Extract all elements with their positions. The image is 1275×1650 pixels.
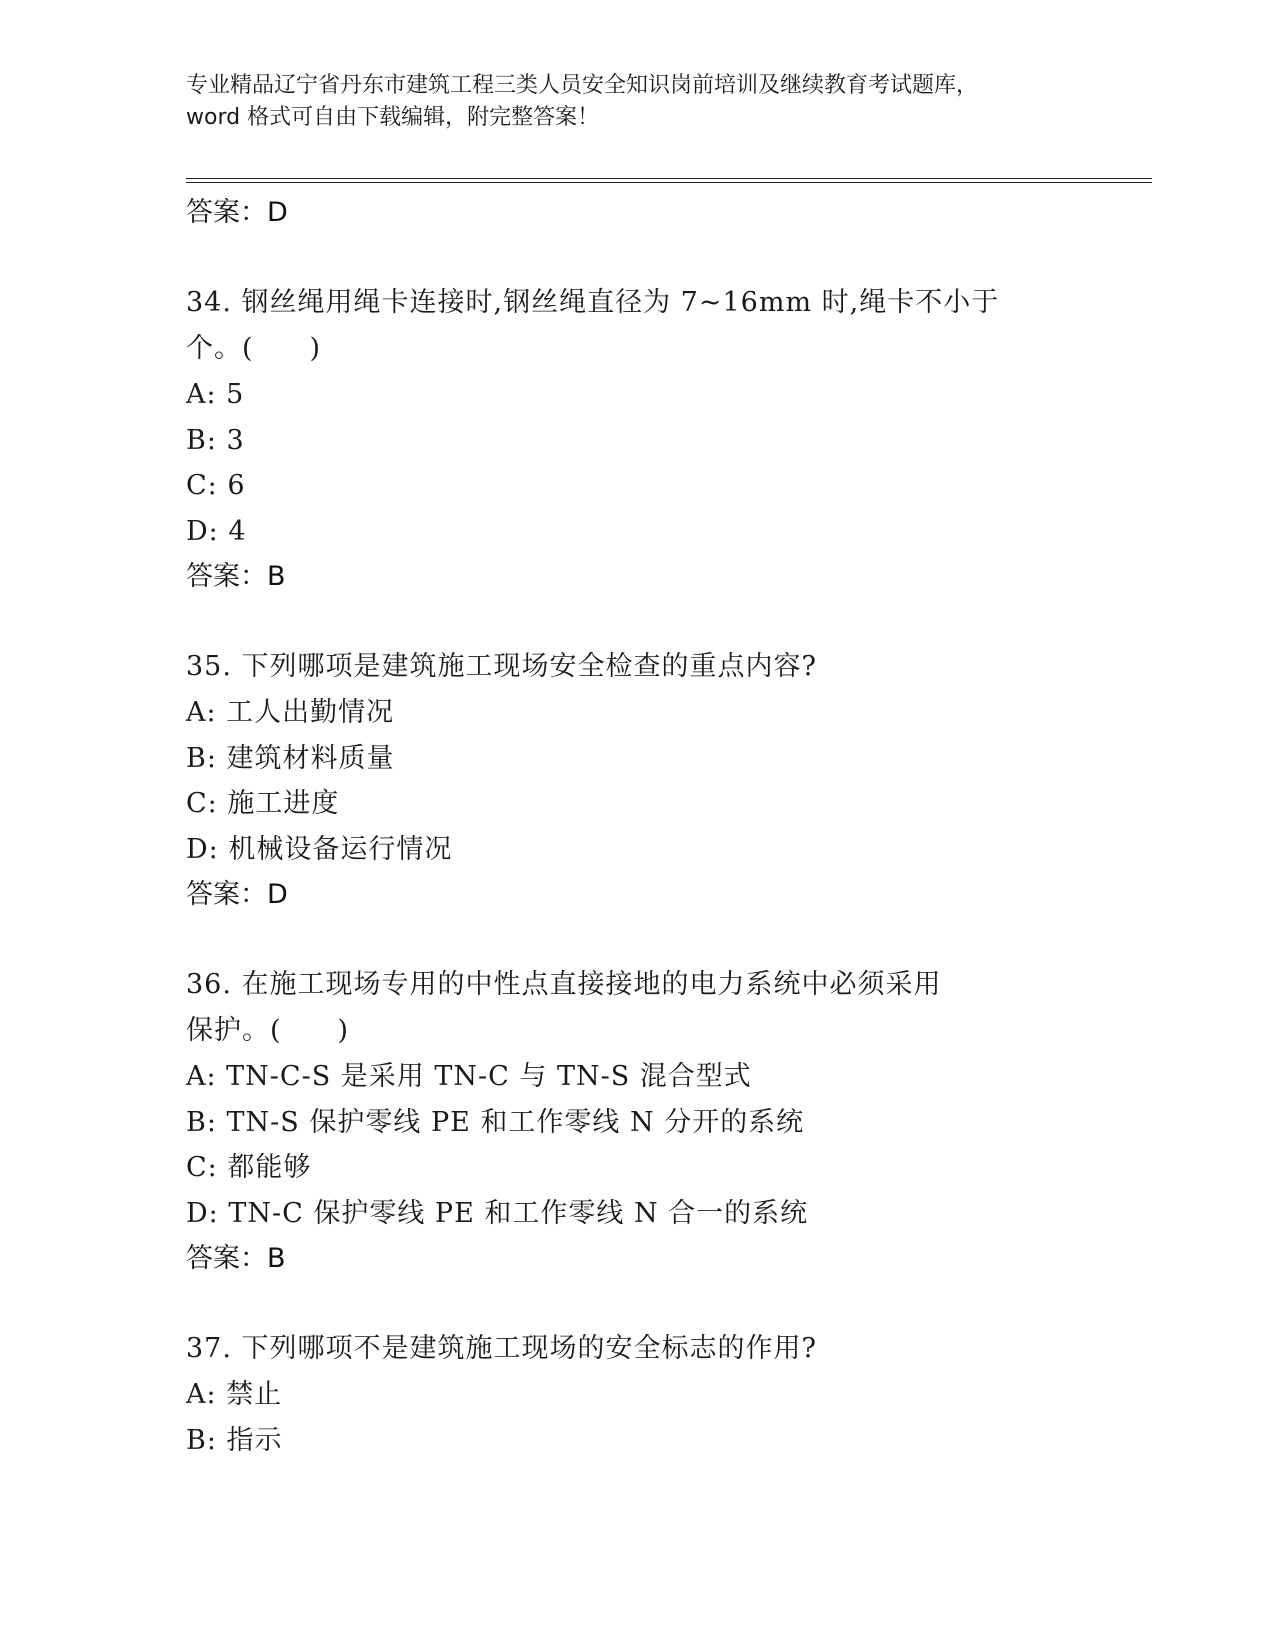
- header-divider: [186, 178, 1152, 183]
- question-list: [186, 188, 1152, 1463]
- question-35-stem: [186, 644, 1152, 690]
- question-36-stem: [186, 962, 1152, 1054]
- option-c: C: 6: [186, 470, 246, 501]
- question-line: 37. 下列哪项不是建筑施工现场的安全标志的作用?: [186, 1333, 817, 1364]
- answer-34: 答案：B: [186, 561, 286, 592]
- question-line: 个。( ): [186, 333, 322, 364]
- option-d: D: TN-C 保护零线 PE 和工作零线 N 合一的系统: [186, 1197, 809, 1229]
- answer-36: 答案：B: [186, 1243, 286, 1274]
- question-line: 35. 下列哪项是建筑施工现场安全检查的重点内容?: [186, 651, 817, 682]
- option-c: C: 施工进度: [186, 788, 340, 819]
- option-c: C: 都能够: [186, 1152, 312, 1183]
- option-b: B: 指示: [186, 1424, 283, 1456]
- option-a: A: 5: [186, 379, 245, 410]
- answer-35: 答案：D: [186, 879, 288, 910]
- spacer: [186, 600, 1152, 644]
- option-a: A: 禁止: [186, 1379, 283, 1410]
- header-line-2: word 格式可自由下载编辑，附完整答案！: [186, 105, 600, 130]
- spacer: [186, 1282, 1152, 1326]
- spacer: [186, 918, 1152, 962]
- option-d: D: 机械设备运行情况: [186, 833, 453, 865]
- option-a: A: TN-C-S 是采用 TN-C 与 TN-S 混合型式: [186, 1061, 752, 1092]
- spacer: [186, 236, 1152, 280]
- question-line: 34. 钢丝绳用绳卡连接时,钢丝绳直径为 7~16mm 时,绳卡不小于: [186, 287, 1000, 318]
- page-header: [186, 70, 1146, 134]
- answer-previous: 答案：D: [186, 197, 288, 228]
- question-line: 36. 在施工现场专用的中性点直接接地的电力系统中必须采用: [186, 969, 942, 1000]
- option-a: A: 工人出勤情况: [186, 697, 395, 728]
- option-b: B: TN-S 保护零线 PE 和工作零线 N 分开的系统: [186, 1106, 805, 1138]
- option-b: B: 建筑材料质量: [186, 742, 395, 774]
- question-line: 保护。( ): [186, 1015, 350, 1046]
- question-34-stem: [186, 280, 1152, 372]
- header-line-1: 专业精品辽宁省丹东市建筑工程三类人员安全知识岗前培训及继续教育考试题库，: [186, 73, 979, 98]
- option-d: D: 4: [186, 515, 247, 547]
- option-b: B: 3: [186, 424, 245, 456]
- question-37-stem: [186, 1326, 1152, 1372]
